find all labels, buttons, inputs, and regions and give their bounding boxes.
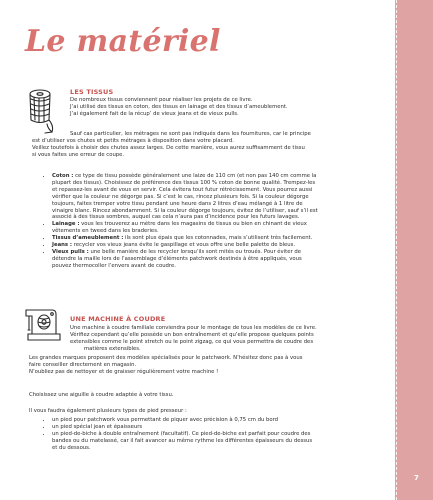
machine-intro: [70, 325, 317, 353]
text-line: Vérifiez cependant qu’elle possède un bon entraînement et qu’elle propose quelques points: [70, 331, 314, 338]
text-line: vérifier que la couleur ne dégorge pas. Si c’est le cas, rincez plusieurs fois. Si la couleur dégorge: [52, 193, 309, 200]
text-line: Une machine à coudre familiale conviendra pour le montage de tous les modèles de ce livre.: [70, 325, 317, 331]
text-line: est d’utiliser vos chutes et petits métrages à disposition dans votre placard.: [32, 137, 234, 144]
list-item: [52, 424, 385, 431]
list-term: Vieux pulls :: [52, 248, 89, 255]
text-line: Sauf cas particulier, les métrages ne sont pas indiqués dans les fournitures, car le principe: [70, 131, 311, 137]
list-term: Coton :: [52, 173, 74, 179]
stitch-line: [396, 0, 397, 500]
text-line: ce type de tissu possède généralement une laize de 110 cm (et non pas 140 cm comme la: [75, 173, 317, 179]
text-line: faire conseiller directement en magasin.: [29, 361, 137, 368]
fabric-type-list: [40, 173, 385, 270]
text-line: un pied pour patchwork vous permettant de piquer avec précision à 0,75 cm du bord: [52, 417, 279, 423]
text-line: détendre la maille lors de l’assemblage d’éléments patchwork destinés à être appliqués, vous: [52, 255, 302, 262]
text-line: ils sont plus épais que les cotonnades, mais s’utilisent très facilement.: [125, 235, 313, 242]
tissus-paragraph: [32, 131, 311, 159]
text-line: matières extensibles.: [84, 345, 141, 352]
text-line: vinaigre blanc. Rincez abondamment. Si la couleur dégorge toujours, évitez de l’utiliser, sauf s’il est: [52, 207, 318, 214]
list-term: Jeans :: [52, 242, 73, 249]
text-line: Il vous faudra également plusieurs types de pied presseur :: [29, 408, 187, 414]
text-line: associé à des tissus sombres, auquel cas cela n’aura pas d’incidence pour les futurs lavages.: [52, 214, 300, 221]
sewing-machine-icon: [22, 300, 62, 344]
text-line: plupart des tissus). Choisissez de préférence des tissus 100 % coton de bonne qualité. Trempez-les: [52, 179, 316, 186]
page-title: Le matériel: [25, 24, 221, 59]
list-item: [52, 249, 385, 270]
presser-foot-paragraph: [29, 408, 187, 415]
fabric-roll-icon: [22, 87, 60, 135]
list-item: [52, 242, 385, 249]
decorative-side-band: [395, 0, 433, 500]
page-number: 7: [414, 474, 419, 482]
section-heading-machine: UNE MACHINE À COUDRE: [70, 315, 166, 323]
text-line: vous les trouverez au mètre dans les magasins de tissus ou bien en chinant de vieux: [81, 221, 307, 228]
text-line: et du dessous.: [52, 444, 91, 451]
text-line: J’ai utilisé des tissus en coton, des tissus en lainage et des tissus d’ameublement.: [70, 103, 288, 110]
text-line: extensibles comme le point stretch ou le point zigzag, ce qui vous permettra de coudre des: [70, 338, 314, 345]
text-line: Veillez toutefois à choisir des chutes assez larges. De cette manière, vous aurez suffisamment de tissu: [32, 144, 305, 151]
text-line: J’ai également fait de la récup’ de vieux jeans et de vieux pulls.: [70, 110, 239, 117]
list-item: [52, 417, 385, 424]
text-line: un pied-de-biche à double entraînement (facultatif). Ce pied-de-biche est parfait pour coudre des: [52, 430, 311, 437]
text-line: vêtements en tweed dans les braderies.: [52, 228, 159, 235]
section-heading-tissus: LES TISSUS: [70, 88, 114, 96]
tissus-intro: [70, 97, 288, 118]
text-line: recycler vos vieux jeans évite le gaspillage et vous offre une belle palette de bleus.: [73, 242, 296, 249]
list-item: [52, 431, 385, 452]
needle-paragraph: [29, 392, 174, 399]
text-line: Choisissez une aiguille à coudre adaptée à votre tissu.: [29, 392, 174, 398]
text-line: pouvez thermocoller l’envers avant de coudre.: [52, 262, 176, 269]
text-line: N’oubliez pas de nettoyer et de graisser régulièrement votre machine !: [29, 368, 219, 375]
text-line: une belle manière de les recycler lorsqu’ils sont mités ou troués. Pour éviter de: [90, 248, 301, 255]
text-line: Les grandes marques proposent des modèles spécialisés pour le patchwork. N’hésitez donc pas à vous: [29, 355, 303, 361]
machine-paragraph: [29, 355, 302, 376]
text-line: un pied spécial jean et épaisseurs: [52, 423, 143, 430]
presser-foot-list: [40, 417, 385, 452]
text-line: si vous faites une erreur de coupe.: [32, 151, 125, 158]
list-term: Lainage :: [52, 221, 80, 228]
list-term: Tissus d’ameublement :: [52, 235, 124, 242]
text-line: toujours, faites tremper votre tissu pendant une heure dans 2 litres d’eau mélangé à 1 litre de: [52, 200, 303, 207]
text-line: bandes ou du matelassé, car il fait avancer au même rythme les différentes épaisseurs du dessus: [52, 437, 313, 444]
list-item: [52, 221, 385, 235]
text-line: et repassez-les avant de vous en servir. Cela évitera tout futur rétrécissement. Vous pourrez aussi: [52, 186, 313, 193]
list-item: [52, 173, 385, 221]
text-line: De nombreux tissus conviennent pour réaliser les projets de ce livre.: [70, 97, 253, 103]
